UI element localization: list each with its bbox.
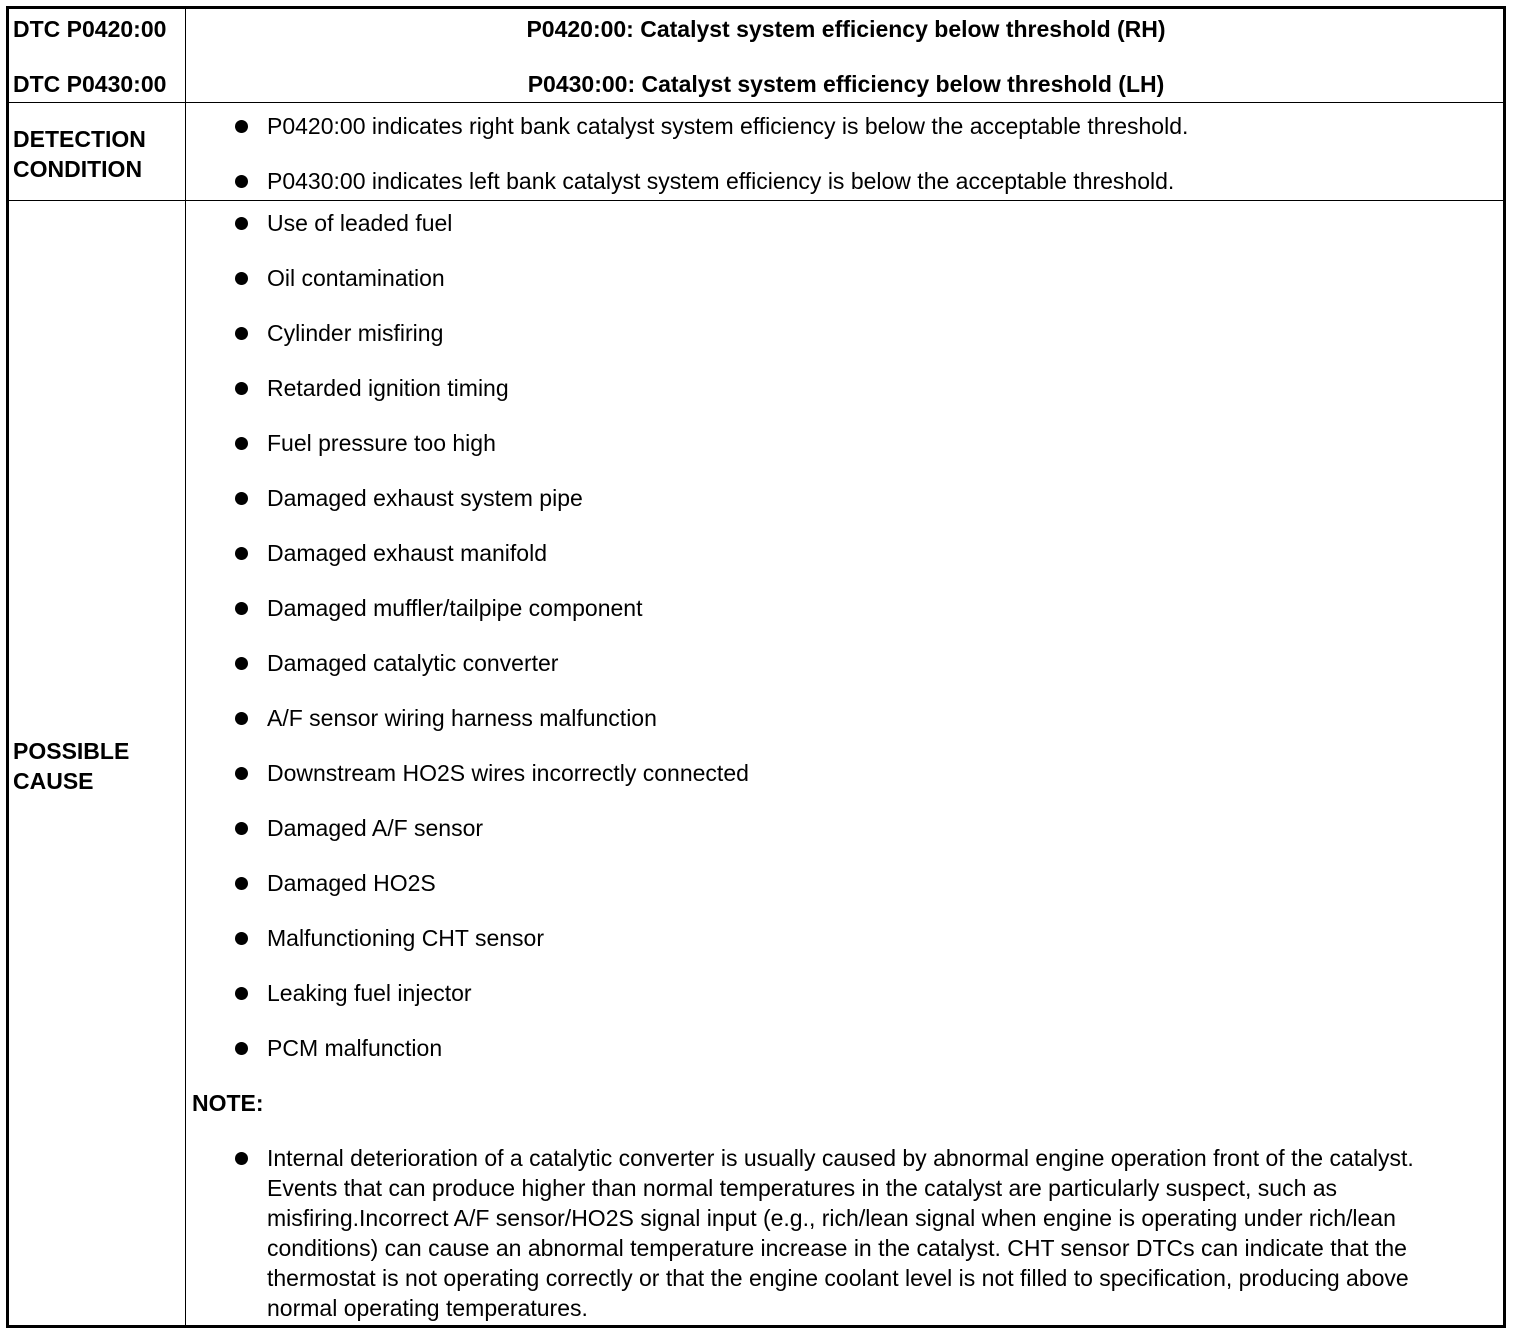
detection-label-line1: DETECTION <box>13 126 146 152</box>
note-text: Internal deterioration of a catalytic converter is usually caused by abnormal engine operation front of the catalyst. Events that can produce higher than normal temperatures in the catalyst are particularly suspect, such as misfiring.Incorrect A/F sensor/HO2S signal input (e.g., rich/lean signal when engine is operating under rich/lean conditions) can cause an abnormal temperature increase in the catalyst. CHT sensor DTCs can indicate that the thermostat is not operating correctly or that the engine coolant level is not filled to specification, producing above normal operating temperatures. <box>267 1145 1414 1321</box>
cause-label-line1: POSSIBLE <box>13 738 130 764</box>
bullet-icon <box>235 602 248 615</box>
cause-item: Cylinder misfiring <box>230 318 1480 348</box>
dtc-code-p0430: DTC P0430:00 <box>13 71 167 97</box>
bullet-icon <box>235 437 248 450</box>
bullet-icon <box>235 657 248 670</box>
bullet-icon <box>235 987 248 1000</box>
bullet-icon <box>235 1152 248 1165</box>
bullet-icon <box>235 1042 248 1055</box>
cause-item: Downstream HO2S wires incorrectly connected <box>230 758 1480 788</box>
bullet-icon <box>235 272 248 285</box>
cause-item: Leaking fuel injector <box>230 978 1480 1008</box>
detection-label-line2: CONDITION <box>13 156 143 182</box>
cause-item: Damaged HO2S <box>230 868 1480 898</box>
cause-item: Fuel pressure too high <box>230 428 1480 458</box>
cause-item: PCM malfunction <box>230 1033 1480 1063</box>
cause-item: Damaged A/F sensor <box>230 813 1480 843</box>
cause-item: Oil contamination <box>230 263 1480 293</box>
bullet-icon <box>235 767 248 780</box>
row-divider <box>6 102 1506 103</box>
cause-item: Retarded ignition timing <box>230 373 1480 403</box>
bullet-icon <box>235 712 248 725</box>
dtc-code-p0420: DTC P0420:00 <box>13 16 167 42</box>
cause-item: Damaged exhaust manifold <box>230 538 1480 568</box>
cause-item: A/F sensor wiring harness malfunction <box>230 703 1480 733</box>
cause-item: Damaged catalytic converter <box>230 648 1480 678</box>
note-label: NOTE: <box>192 1090 264 1116</box>
bullet-icon <box>235 932 248 945</box>
detection-item: P0420:00 indicates right bank catalyst system efficiency is below the acceptable threshold. <box>230 111 1480 141</box>
cause-label-line2: CAUSE <box>13 768 94 794</box>
cause-item: Use of leaded fuel <box>230 208 1480 238</box>
row-divider <box>6 200 1506 201</box>
bullet-icon <box>235 217 248 230</box>
cause-item: Damaged exhaust system pipe <box>230 483 1480 513</box>
bullet-icon <box>235 822 248 835</box>
bullet-icon <box>235 327 248 340</box>
cause-item: Malfunctioning CHT sensor <box>230 923 1480 953</box>
column-divider <box>185 6 186 1328</box>
cause-item: Damaged muffler/tailpipe component <box>230 593 1480 623</box>
note-item <box>230 1143 1445 1323</box>
bullet-icon <box>235 492 248 505</box>
bullet-icon <box>235 877 248 890</box>
detection-item: P0430:00 indicates left bank catalyst system efficiency is below the acceptable threshold. <box>230 166 1480 196</box>
bullet-icon <box>235 547 248 560</box>
bullet-icon <box>235 120 248 133</box>
dtc-title-p0420: P0420:00: Catalyst system efficiency below threshold (RH) <box>526 16 1166 42</box>
dtc-title-p0430: P0430:00: Catalyst system efficiency below threshold (LH) <box>527 71 1165 97</box>
bullet-icon <box>235 175 248 188</box>
bullet-icon <box>235 382 248 395</box>
